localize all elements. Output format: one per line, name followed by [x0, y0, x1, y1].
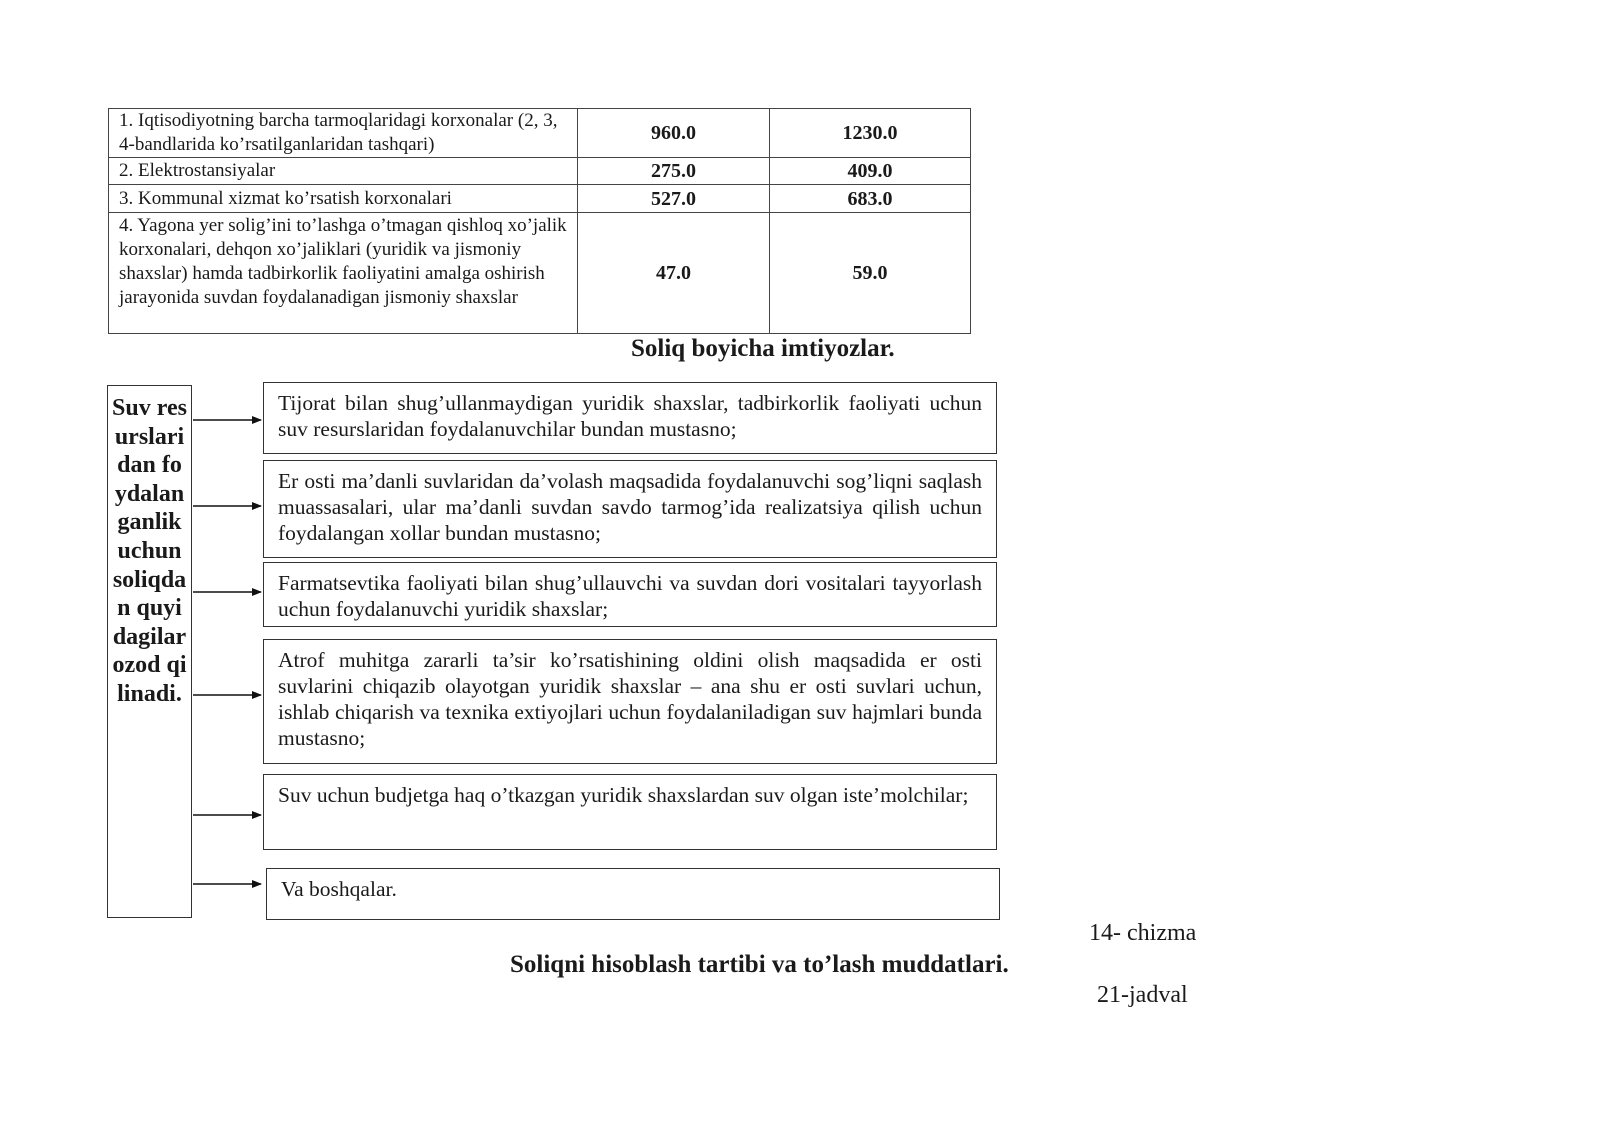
rate-value-2: 683.0	[770, 185, 971, 213]
figure-caption: 14- chizma	[1089, 920, 1197, 946]
exemption-item: Atrof muhitga zararli ta’sir ko’rsatishining oldini olish maqsadida er osti suvlarini chiqazib olayotgan yuridik shaxslar – ana shu er osti suvlari uchun, ishlab chiqarish va texnika extiyojlari uchun foydalaniladigan suv hajmlari bunda mustasno;	[263, 639, 997, 764]
exemption-item: Tijorat bilan shug’ullanmaydigan yuridik shaxslar, tadbirkorlik faoliyati uchun suv resurslaridan foydalanuvchilar bundan mustasno;	[263, 382, 997, 454]
exemption-subject-text: Suv resurslaridan foydalanganlik uchun soliqdan quyidagilar ozod qilinadi.	[112, 395, 187, 707]
exemption-item: Er osti ma’danli suvlaridan da’volash maqsadida foydalanuvchi sog’liqni saqlash muassasalari, ular ma’danli suvdan savdo tarmog’ida realizatsiya qilish uchun foydalangan xollar bundan mustasno;	[263, 460, 997, 558]
row-label: 4. Yagona yer solig’ini to’lashga o’tmagan qishloq xo’jalik korxonalari, dehqon xo’jaliklari (yuridik va jismoniy shaxslar) hamda tadbirkorlik faoliyatini amalga oshirish jarayonida suvdan foydalanadigan jismoniy shaxslar	[109, 213, 578, 334]
exemption-item: Farmatsevtika faoliyati bilan shug’ullauvchi va suvdan dori vositalari tayyorlash uchun foydalanuvchi yuridik shaxslar;	[263, 562, 997, 627]
rate-value-2: 1230.0	[770, 109, 971, 158]
rate-value-1: 527.0	[578, 185, 770, 213]
next-section-title: Soliqni hisoblash tartibi va to’lash muddatlari.	[510, 951, 1009, 978]
rate-value-1: 275.0	[578, 158, 770, 185]
rate-value-2: 59.0	[770, 213, 971, 334]
table-caption: 21-jadval	[1097, 982, 1188, 1008]
section-title: Soliq boyicha imtiyozlar.	[631, 335, 895, 362]
rate-value-2: 409.0	[770, 158, 971, 185]
exemption-item: Va boshqalar.	[266, 868, 1000, 920]
row-label: 1. Iqtisodiyotning barcha tarmoqlaridagi korxonalar (2, 3, 4-bandlarida ko’rsatilganlaridan tashqari)	[109, 109, 578, 158]
exemption-item: Suv uchun budjetga haq o’tkazgan yuridik shaxslardan suv olgan iste’molchilar;	[263, 774, 997, 850]
row-label: 2. Elektrostansiyalar	[109, 158, 578, 185]
row-label: 3. Kommunal xizmat ko’rsatish korxonalari	[109, 185, 578, 213]
rate-value-1: 47.0	[578, 213, 770, 334]
rate-value-1: 960.0	[578, 109, 770, 158]
